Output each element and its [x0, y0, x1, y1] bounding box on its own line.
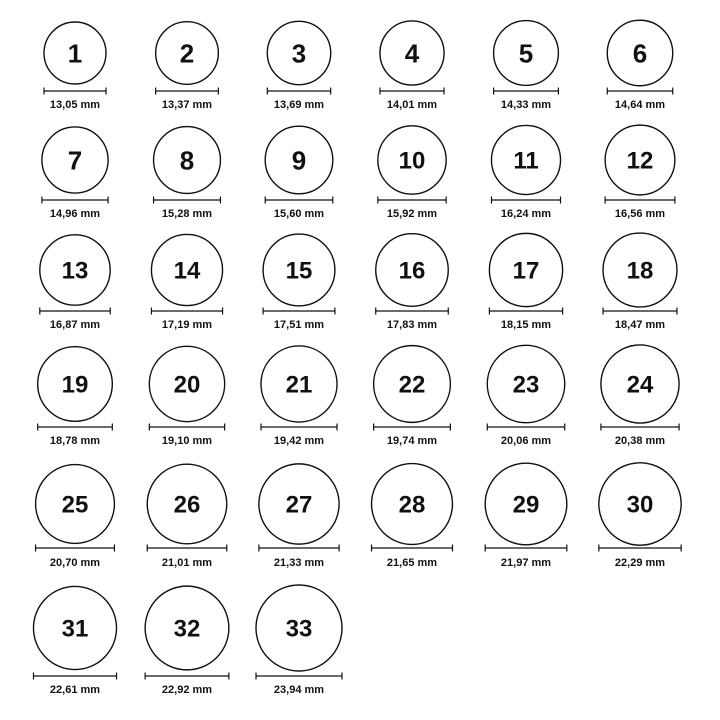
ring-size-label: 21 [285, 371, 313, 399]
diameter-label: 19,42 mm [273, 435, 325, 447]
ring-size-10 [378, 126, 446, 220]
ring-size-label: 32 [173, 615, 201, 643]
diameter-label: 14,33 mm [500, 99, 552, 111]
ring-size-19 [38, 347, 113, 447]
ring-size-label: 24 [626, 371, 654, 399]
ring-size-label: 12 [626, 147, 654, 175]
ring-size-label: 23 [512, 371, 540, 399]
diameter-label: 16,24 mm [500, 208, 552, 220]
ring-size-label: 3 [291, 38, 307, 69]
ring-size-label: 19 [61, 371, 89, 399]
diameter-label: 18,15 mm [500, 319, 552, 331]
ring-size-28 [372, 464, 453, 569]
ring-size-13 [40, 235, 110, 331]
diameter-label: 14,64 mm [614, 99, 666, 111]
ring-size-27 [259, 464, 339, 569]
diameter-label: 20,06 mm [500, 435, 552, 447]
ring-size-22 [374, 346, 451, 447]
ring-size-4 [380, 21, 444, 111]
ring-size-label: 8 [179, 145, 195, 176]
diameter-label: 15,28 mm [161, 208, 213, 220]
diameter-label: 23,94 mm [273, 684, 325, 696]
diameter-label: 14,96 mm [49, 208, 101, 220]
ring-size-31 [33, 586, 116, 696]
diameter-label: 17,19 mm [161, 319, 213, 331]
ring-size-label: 9 [291, 145, 307, 176]
diameter-label: 21,01 mm [161, 557, 213, 569]
ring-size-2 [156, 22, 219, 111]
ring-size-label: 20 [173, 371, 201, 399]
ring-size-5 [494, 21, 559, 111]
diameter-label: 15,92 mm [386, 208, 438, 220]
ring-size-3 [267, 21, 330, 111]
ring-size-7 [42, 127, 108, 220]
ring-size-1 [44, 22, 106, 111]
diameter-label: 17,83 mm [386, 319, 438, 331]
ring-size-18 [603, 233, 677, 331]
diameter-label: 21,97 mm [500, 557, 552, 569]
diameter-label: 14,01 mm [386, 99, 438, 111]
diameter-label: 15,60 mm [273, 208, 325, 220]
diameter-label: 13,37 mm [161, 99, 213, 111]
ring-size-30 [599, 463, 681, 569]
ring-size-label: 2 [179, 38, 195, 69]
ring-size-16 [376, 234, 449, 331]
ring-size-21 [261, 346, 337, 447]
ring-size-label: 28 [398, 491, 426, 519]
diameter-label: 18,78 mm [49, 435, 101, 447]
ring-size-17 [489, 233, 562, 331]
diameter-label: 16,56 mm [614, 208, 666, 220]
ring-size-11 [491, 125, 560, 220]
ring-size-label: 10 [398, 147, 426, 175]
diameter-label: 22,29 mm [614, 557, 666, 569]
ring-size-label: 6 [632, 38, 648, 69]
ring-size-label: 27 [285, 491, 313, 519]
ring-size-29 [485, 463, 567, 569]
ring-size-label: 25 [61, 491, 89, 519]
ring-size-label: 15 [285, 257, 313, 285]
ring-size-9 [265, 126, 333, 220]
diameter-label: 17,51 mm [273, 319, 325, 331]
ring-size-label: 17 [512, 257, 540, 285]
ring-size-label: 7 [67, 145, 83, 176]
diameter-label: 16,87 mm [49, 319, 101, 331]
ring-size-label: 11 [513, 147, 539, 175]
diameter-label: 18,47 mm [614, 319, 666, 331]
ring-size-14 [151, 234, 222, 331]
ring-size-32 [145, 586, 229, 696]
ring-size-label: 30 [626, 491, 654, 519]
diameter-label: 13,69 mm [273, 99, 325, 111]
ring-size-label: 5 [518, 38, 534, 69]
ring-size-15 [263, 234, 335, 331]
ring-size-label: 22 [398, 371, 426, 399]
ring-size-33 [256, 585, 342, 696]
ring-size-25 [36, 465, 115, 569]
diameter-label: 21,33 mm [273, 557, 325, 569]
ring-size-12 [605, 125, 675, 220]
ring-size-label: 14 [173, 257, 201, 285]
diameter-label: 21,65 mm [386, 557, 438, 569]
ring-size-label: 31 [61, 615, 89, 643]
diameter-label: 19,74 mm [386, 435, 438, 447]
ring-size-6 [607, 20, 673, 111]
ring-size-8 [154, 127, 221, 220]
ring-size-label: 16 [398, 257, 426, 285]
ring-size-20 [149, 346, 224, 447]
ring-size-label: 26 [173, 491, 201, 519]
diameter-label: 20,70 mm [49, 557, 101, 569]
diameter-label: 22,92 mm [161, 684, 213, 696]
ring-size-label: 13 [61, 257, 89, 285]
ring-size-label: 1 [67, 38, 83, 69]
ring-size-26 [147, 464, 227, 569]
diameter-label: 13,05 mm [49, 99, 101, 111]
diameter-label: 20,38 mm [614, 435, 666, 447]
ring-size-23 [487, 345, 564, 447]
diameter-label: 19,10 mm [161, 435, 213, 447]
ring-size-label: 18 [626, 257, 654, 285]
diameter-label: 22,61 mm [49, 684, 101, 696]
ring-size-24 [601, 345, 679, 447]
ring-size-label: 29 [512, 491, 540, 519]
ring-size-label: 4 [404, 38, 420, 69]
ring-size-label: 33 [285, 615, 313, 643]
